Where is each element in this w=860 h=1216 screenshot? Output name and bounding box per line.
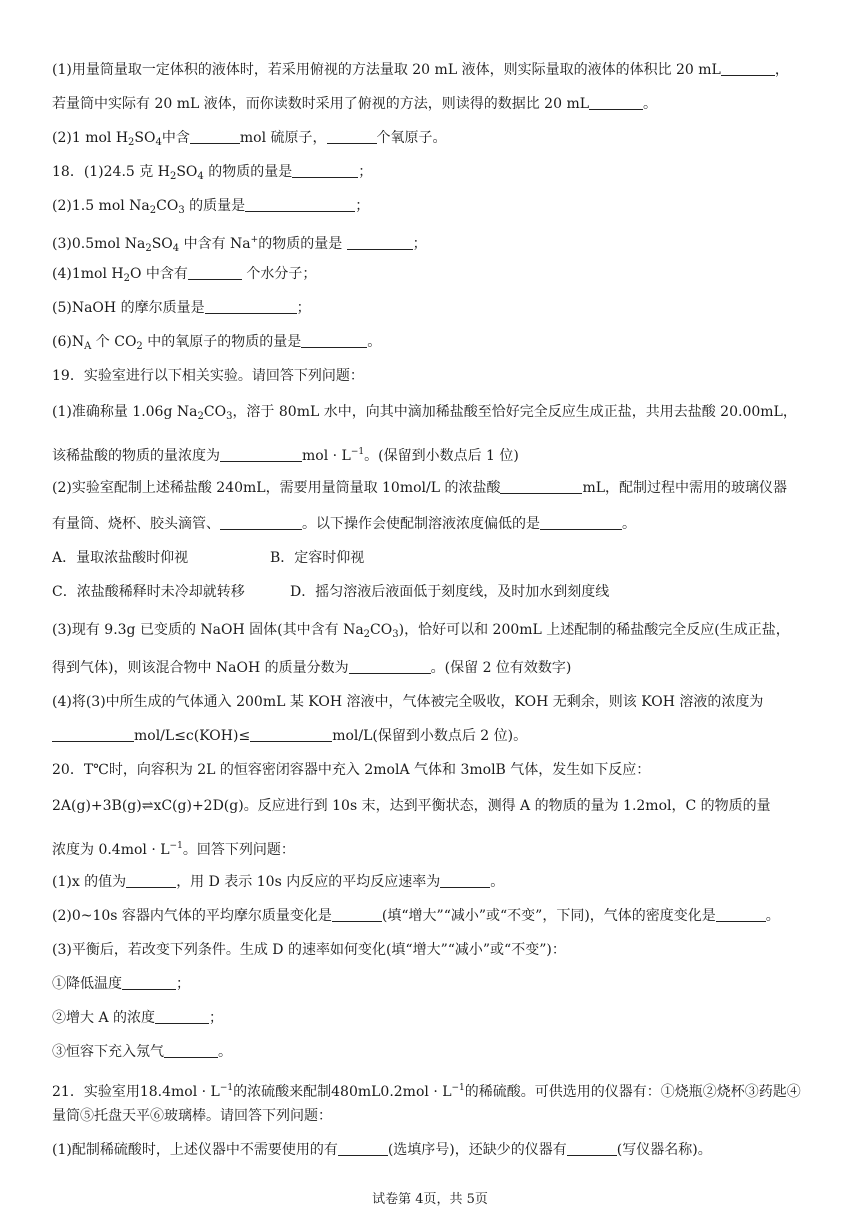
q19-part4-line2: mol/L≤c(KOH)≤ mol/L(保留到小数点后 2 位)。: [52, 726, 820, 746]
answer-blank[interactable]: [301, 333, 367, 348]
answer-blank[interactable]: [332, 907, 382, 922]
answer-blank[interactable]: [126, 873, 176, 888]
q17-part1-line1: (1)用量筒量取一定体积的液体时，若采用俯视的方法量取 20 mL 液体，则实际量取的液体的体积比 20 mL ，: [52, 62, 789, 78]
answer-blank[interactable]: [190, 129, 240, 144]
answer-blank[interactable]: [716, 907, 766, 922]
q17-part2: (2)1 mol $H_2SO_4$中含 mol 硫原子， 个氧原子。: [52, 130, 447, 148]
answer-blank[interactable]: [327, 129, 377, 144]
answer-blank[interactable]: [155, 1009, 209, 1024]
answer-blank[interactable]: [122, 975, 176, 990]
option-b[interactable]: B．定容时仰视: [270, 550, 365, 566]
q19-options-row1: [52, 548, 820, 568]
q19-part2-line2: 有量筒、烧杯、胶头滴管、 。以下操作会使配制溶液浓度偏低的是 。: [52, 516, 636, 532]
option-a[interactable]: A．量取浓盐酸时仰视: [52, 550, 189, 566]
q19-part4-line1: (4)将(3)中所生成的气体通入 200mL 某 KOH 溶液中，气体被完全吸收，KOH 无剩余，则该 KOH 溶液的浓度为: [52, 694, 764, 710]
q19-part1-line1: (1)准确称量 1.06g $Na_2CO_3$，溶于 80mL 水中，向其中滴加稀盐酸至恰好完全反应生成正盐，共用去盐酸 20.00mL，: [52, 404, 797, 422]
q18-line4: (4)1mol $H_2O$ 中含有 个水分子；: [52, 266, 317, 284]
answer-blank[interactable]: [220, 447, 302, 462]
q20-line1: 20．T℃时，向容积为 2L 的恒容密闭容器中充入 2molA 气体和 3molB 气体，发生如下反应：: [52, 762, 651, 778]
reaction-equation: 2A(g)+3B(g)⇌xC(g)+2D(g): [52, 798, 244, 814]
q19-intro: 19．实验室进行以下相关实验。请回答下列问题：: [52, 368, 364, 384]
answer-blank[interactable]: [245, 197, 355, 212]
q19-options-row2: [52, 582, 820, 602]
answer-blank[interactable]: [349, 659, 431, 674]
q19-part1-line2: 该稀盐酸的物质的量浓度为 mol · $L^{-1}$。(保留到小数点后 1 位): [52, 447, 519, 464]
answer-blank[interactable]: [188, 265, 242, 280]
q21-line1: 21．实验室用$18.4mol \cdot L^{-1}$的浓硫酸来配制$480mL0.2mol \cdot L^{-1}$的稀硫酸。可供选用的仪器有：①烧瓶②烧杯③药匙④: [52, 1083, 801, 1100]
q20-line3: 浓度为 $0.4mol \cdot L^{-1}$。回答下列问题：: [52, 841, 295, 858]
q17-part1-line2: 若量筒中实际有 20 mL 液体，而你读数时采用了俯视的方法，则读得的数据比 20 mL 。: [52, 96, 658, 112]
q18-line5: (5)NaOH 的摩尔质量是 ；: [52, 300, 311, 316]
q20-part1: (1)x 的值为 ，用 D 表示 10s 内反应的平均反应速率为 。: [52, 874, 505, 890]
page-footer: 试卷第 4页，共 5页: [372, 1192, 488, 1207]
answer-blank[interactable]: [164, 1043, 218, 1058]
q21-line2: 量筒⑤托盘天平⑥玻璃棒。请回答下列问题：: [52, 1108, 332, 1124]
answer-blank[interactable]: [567, 1141, 617, 1156]
answer-blank[interactable]: [540, 515, 622, 530]
q19-part2-line1: (2)实验室配制上述稀盐酸 240mL，需要用量筒量取 10mol/L 的浓盐酸 mL，配制过程中需用的玻璃仪器: [52, 480, 788, 496]
answer-blank[interactable]: [338, 1141, 388, 1156]
q20-line2: 2A(g)+3B(g)⇌xC(g)+2D(g)。反应进行到 10s 末，达到平衡状态，测得 A 的物质的量为 1.2mol，C 的物质的量: [52, 798, 771, 814]
answer-blank[interactable]: [500, 479, 582, 494]
answer-blank[interactable]: [589, 95, 643, 110]
q18-line2: (2)1.5 mol $Na_2CO_3$ 的质量是 ；: [52, 198, 370, 216]
answer-blank[interactable]: [250, 727, 332, 742]
answer-blank[interactable]: [52, 727, 134, 742]
q19-part3-line2: 得到气体)，则该混合物中 NaOH 的质量分数为 。(保留 2 位有效数字): [52, 660, 572, 676]
q21-part1: (1)配制稀硫酸时，上述仪器中不需要使用的有 (选填序号)，还缺少的仪器有 (写仪器名称)。: [52, 1142, 712, 1158]
q18-line1: 18．(1)24.5 克 $H_2SO_4$ 的物质的量是 ；: [52, 164, 373, 182]
answer-blank[interactable]: [292, 163, 358, 178]
q18-line3: (3)0.5mol $Na_2SO_4$ 中含有 Na+的物质的量是 ；: [52, 235, 427, 254]
answer-blank[interactable]: [205, 299, 297, 314]
q20-sub1: ①降低温度 ；: [52, 976, 190, 992]
answer-blank[interactable]: [220, 515, 302, 530]
q20-sub2: ②增大 A 的浓度 ；: [52, 1010, 224, 1026]
option-c[interactable]: C．浓盐酸稀释时未冷却就转移: [52, 584, 245, 600]
answer-blank[interactable]: [440, 873, 490, 888]
q20-part2: (2)0~10s 容器内气体的平均摩尔质量变化是 (填“增大”“减小”或“不变”，下同)，气体的密度变化是 。: [52, 908, 780, 924]
q19-part3-line1: (3)现有 9.3g 已变质的 NaOH 固体(其中含有 $Na_2CO_3$)，恰好可以和 200mL 上述配制的稀盐酸完全反应(生成正盐，: [52, 622, 790, 640]
q20-sub3: ③恒容下充入氖气 。: [52, 1044, 232, 1060]
answer-blank[interactable]: [347, 235, 413, 250]
q18-line6: $(6)N_A$ 个 $CO_2$ 中的氧原子的物质的量是 。: [52, 334, 382, 352]
q20-part3: (3)平衡后，若改变下列条件。生成 D 的速率如何变化(填“增大”“减小”或“不变”)：: [52, 942, 566, 958]
answer-blank[interactable]: [721, 61, 775, 76]
option-d[interactable]: D．摇匀溶液后液面低于刻度线，及时加水到刻度线: [290, 584, 610, 600]
